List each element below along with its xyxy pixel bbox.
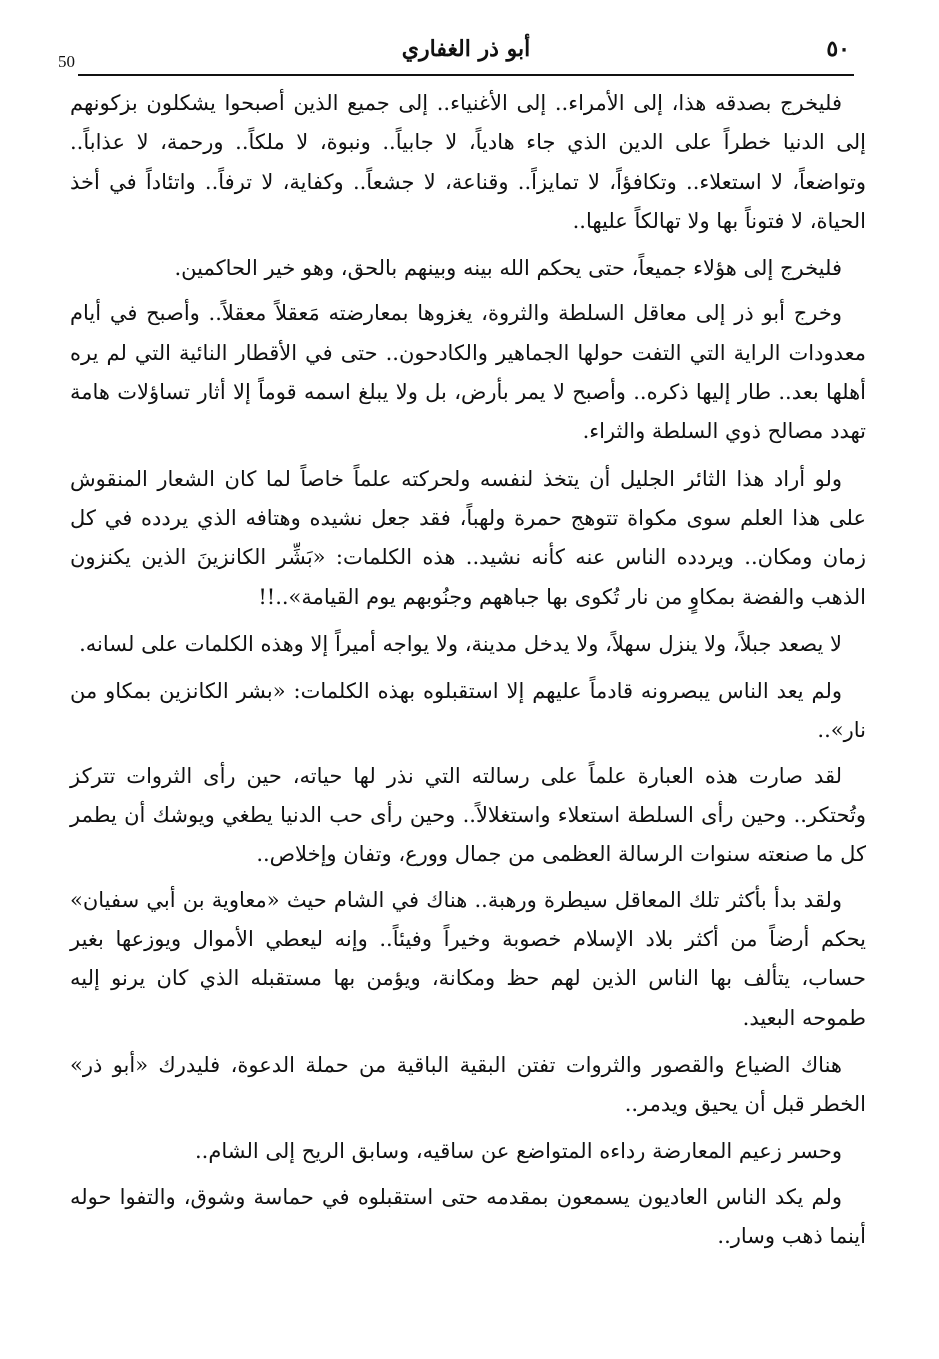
paragraph: ولقد بدأ بأكثر تلك المعاقل سيطرة ورهبة.. هناك في الشام حيث «معاوية بن أبي سفيان» يحكم أرضاً من أكثر بلاد الإسلام خصوبة وخيراً وفيئاً.. وإنه ليعطي الأموال ويوزعها بغير حساب، يتألف بها الناس الذين لهم حظ ومكانة، ويؤمن بها مستقبله الذي كان يرنو إليه طموحه البعيد. bbox=[70, 887, 866, 1030]
paragraph: لقد صارت هذه العبارة علماً على رسالته التي نذر لها حياته، حين رأى الثروات تتركز وتُحتكر.. وحين رأى السلطة استعلاء واستغلالاً.. وحين رأى حب الدنيا يطغي ويوشك أن يطمر كل ما صنعته سنوات الرسالة العظمى من جمال وورع، وتفان وإخلاص.. bbox=[70, 763, 866, 867]
paragraph: هناك الضياع والقصور والثروات تفتن البقية الباقية من حملة الدعوة، فليدرك «أبو ذر» الخطر قبل أن يحيق ويدمر.. bbox=[70, 1052, 866, 1117]
page-number-arabic: ٥٠ bbox=[826, 36, 850, 62]
paragraph: وحسر زعيم المعارضة رداءه المتواضع عن ساقيه، وسابق الريح إلى الشام.. bbox=[194, 1139, 842, 1164]
paragraph: وخرج أبو ذر إلى معاقل السلطة والثروة، يغزوها بمعارضته مَعقلاً معقلاً.. وأصبح في أيام معدودات الراية التي التفت حولها الجماهير والكادحون.. حتى في الأقطار النائية التي لم يره أهلها بعد.. طار إليها ذكره.. وأصبح لا يمر بأرض، بل ولا يبلغ اسمه قوماً إلا أثار تساؤلات هامة تهدد مصالح ذوي السلطة والثراء. bbox=[70, 301, 866, 444]
running-title: أبو ذر الغفاري bbox=[401, 36, 531, 62]
paragraph: ولو أراد هذا الثائر الجليل أن يتخذ لنفسه ولحركته علماً خاصاً لما كان الشعار المنقوش على هذا العلم سوى مكواة تتوهج حمرة ولهباً، فقد جعل نشيده وهتافه الذي يردده في كل زمان ومكان.. ويردده الناس عنه كأنه نشيد.. هذه الكلمات: «بَشِّر الكانزينَ الذين يكنزون الذهب والفضة بمكاوٍ من نار تُكوى بها جباههم وجنُوبهم يوم القيامة»..!! bbox=[70, 466, 866, 609]
paragraph: ولم يكد الناس العاديون يسمعون بمقدمه حتى استقبلوه في حماسة وشوق، والتفوا حوله أينما ذهب وسار.. bbox=[70, 1184, 866, 1249]
paragraph: ولم يعد الناس يبصرونه قادماً عليهم إلا استقبلوه بهذه الكلمات: «بشر الكانزين بمكاو من نار».. bbox=[70, 679, 866, 743]
paragraph: لا يصعد جبلاً، ولا ينزل سهلاً، ولا يدخل مدينة، ولا يواجه أميراً إلا وهذه الكلمات على لسانه. bbox=[79, 631, 842, 656]
page-number-latin: 50 bbox=[58, 52, 75, 71]
page-body bbox=[70, 84, 866, 1262]
page-header bbox=[78, 30, 854, 76]
paragraph: فليخرج بصدقه هذا، إلى الأمراء.. إلى الأغنياء.. إلى جميع الذين أصبحوا يشكلون بزكونهم إلى الدنيا خطراً على الدين الذي جاء هادياً، لا جابياً.. ونبوة، لا ملكاً.. ورحمة، لا عذاباً.. وتواضعاً، لا استعلاء.. وتكافؤاً، لا تمايزاً.. وقناعة، لا جشعاً.. وكفاية، لا ترفاً.. واتئاداً في أخذ الحياة، لا فتوناً بها ولا تهالكاً عليها.. bbox=[70, 91, 866, 233]
paragraph: فليخرج إلى هؤلاء جميعاً، حتى يحكم الله بينه وبينهم بالحق، وهو خير الحاكمين. bbox=[174, 256, 842, 281]
